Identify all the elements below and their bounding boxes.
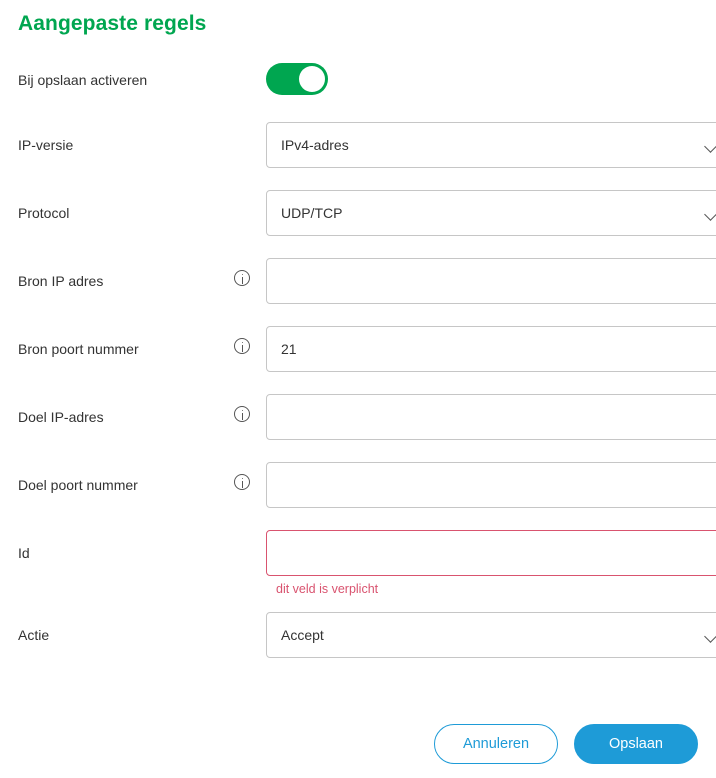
info-icon[interactable] [234, 338, 250, 354]
form-actions [434, 724, 698, 764]
dest-ip-input[interactable] [266, 394, 716, 440]
info-col-source-port [234, 326, 266, 354]
info-icon[interactable] [234, 406, 250, 422]
action-select[interactable] [266, 612, 716, 658]
row-protocol [18, 190, 698, 242]
rule-form [18, 58, 698, 664]
label-source-port: Bron poort nummer [18, 341, 139, 357]
row-source-ip [18, 258, 698, 310]
info-spacer-ip-version [234, 122, 266, 134]
custom-rules-form-page [0, 12, 716, 778]
info-col-source-ip [234, 258, 266, 286]
control-dest-port [266, 462, 716, 508]
row-activate-on-save [18, 58, 698, 102]
source-port-input[interactable] [266, 326, 716, 372]
cancel-button[interactable]: Annuleren [434, 724, 558, 764]
ip-version-select-wrap [266, 122, 716, 168]
row-source-port [18, 326, 698, 378]
row-ip-version [18, 122, 698, 174]
control-activate-on-save [266, 63, 698, 98]
label-activate-on-save: Bij opslaan activeren [18, 71, 148, 88]
control-protocol [266, 190, 716, 236]
info-spacer-action [234, 612, 266, 624]
protocol-select[interactable] [266, 190, 716, 236]
action-select-wrap [266, 612, 716, 658]
info-spacer-protocol [234, 190, 266, 202]
label-source-ip: Bron IP adres [18, 273, 104, 289]
control-ip-version [266, 122, 716, 168]
info-icon[interactable] [234, 474, 250, 490]
label-protocol: Protocol [18, 205, 70, 221]
control-dest-ip [266, 394, 716, 440]
save-button[interactable]: Opslaan [574, 724, 698, 764]
ip-version-select[interactable] [266, 122, 716, 168]
row-action [18, 612, 698, 664]
toggle-knob [299, 66, 325, 92]
protocol-select-wrap [266, 190, 716, 236]
control-action [266, 612, 716, 658]
label-ip-version: IP-versie [18, 137, 74, 153]
row-dest-port [18, 462, 698, 514]
source-ip-input[interactable] [266, 258, 716, 304]
id-error-message: dit veld is verplicht [276, 582, 379, 596]
info-col-dest-port [234, 462, 266, 490]
row-dest-ip [18, 394, 698, 446]
info-spacer-id [234, 530, 266, 542]
dest-port-input[interactable] [266, 462, 716, 508]
info-col-dest-ip [234, 394, 266, 422]
label-dest-ip: Doel IP-adres [18, 409, 104, 425]
id-input[interactable] [266, 530, 716, 576]
row-id [18, 530, 698, 596]
activate-on-save-toggle[interactable] [266, 63, 328, 95]
info-spacer-activate [234, 74, 266, 86]
control-source-port [266, 326, 716, 372]
label-id: Id [18, 545, 30, 561]
control-source-ip [266, 258, 716, 304]
control-id [266, 530, 716, 596]
page-title: Aangepaste regels [18, 12, 207, 35]
label-dest-port: Doel poort nummer [18, 477, 138, 493]
label-action: Actie [18, 627, 50, 643]
info-icon[interactable] [234, 270, 250, 286]
